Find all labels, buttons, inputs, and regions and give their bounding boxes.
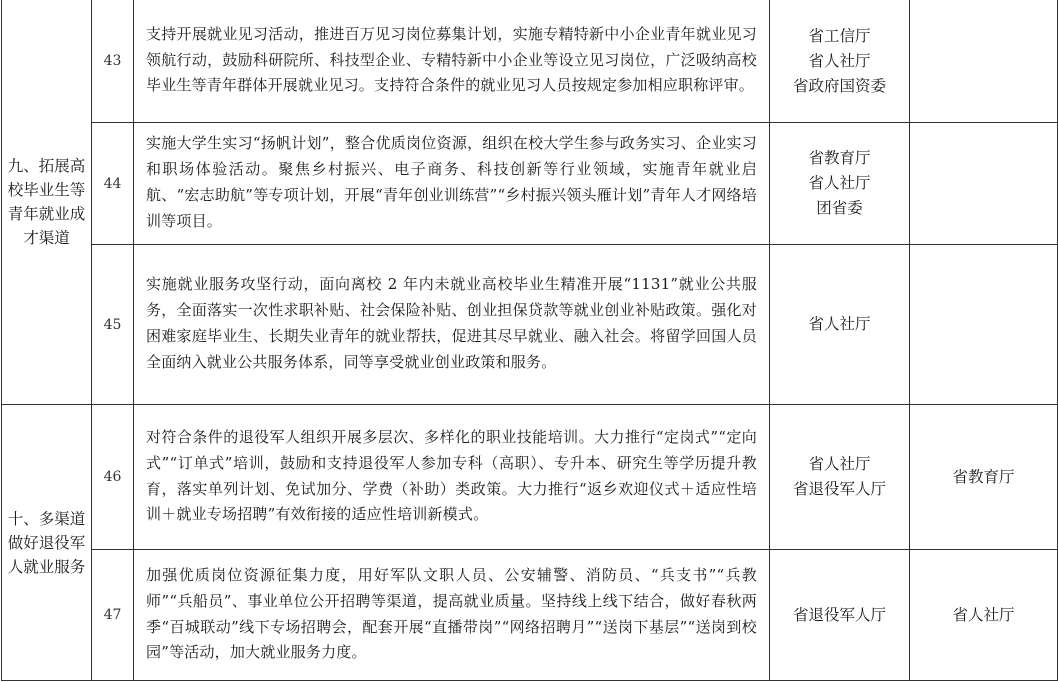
row-number: 47 — [92, 550, 134, 681]
coop-units: 省教育厅 — [910, 405, 1058, 550]
row-number: 43 — [92, 0, 134, 123]
task-content: 实施就业服务攻坚行动，面向离校 2 年内未就业高校毕业生精准开展“1131”就业公共服务，全面落实一次性求职补贴、社会保险补贴、创业担保贷款等就业创业补贴政策。强化对困难家庭毕业生、长期失业青年的就业帮扶，促进其尽早就业、融入社会。将留学回国人员全面纳入就业公共服务体系，同等享受就业创业政策和服务。 — [134, 245, 770, 405]
lead-units — [770, 245, 910, 405]
lead-unit: 省退役军人厅 — [792, 480, 886, 498]
task-content: 支持开展就业见习活动，推进百万见习岗位募集计划，实施专精特新中小企业青年就业见习领航行动，鼓励科研院所、科技型企业、专精特新中小企业等设立见习岗位，广泛吸纳高校毕业生等青年群体开展就业见习。支持符合条件的就业见习人员按规定参加相应职称评审。 — [134, 0, 770, 123]
task-content: 加强优质岗位资源征集力度，用好军队文职人员、公安辅警、消防员、“兵支书”“兵教师”“兵船员”、事业单位公开招聘等渠道，提高就业质量。坚持线上线下结合，做好春秋两季“百城联动”线下专场招聘会，配套开展“直播带岗”“网络招聘月”“送岗下基层”“送岗到校园”等活动，加大就业服务力度。 — [134, 550, 770, 681]
lead-unit: 省教育厅 — [808, 149, 871, 167]
lead-unit: 省政府国资委 — [792, 76, 886, 95]
coop-units: 省人社厅 — [910, 550, 1058, 681]
category-label: 十、多渠道做好退役军人就业服务 — [7, 509, 86, 576]
category-cell — [2, 405, 92, 681]
row-number: 44 — [92, 123, 134, 245]
lead-unit: 省人社厅 — [808, 455, 871, 473]
lead-units — [770, 123, 910, 245]
lead-units — [770, 550, 910, 681]
task-content: 对符合条件的退役军人组织开展多层次、多样化的职业技能培训。大力推行“定岗式”“定向式”“订单式”培训，鼓励和支持退役军人参加专科（高职）、专升本、研究生等学历提升教育，落实单列计划、免试加分、学费（补助）类政策。大力推行“返乡欢迎仪式＋适应性培训＋就业专场招聘”有效衔接的适应性培训新模式。 — [134, 405, 770, 550]
lead-unit: 省人社厅 — [808, 315, 871, 333]
lead-unit: 省人社厅 — [808, 51, 871, 70]
table-row — [2, 405, 1058, 550]
lead-units — [770, 405, 910, 550]
table-row — [2, 550, 1058, 681]
table-row — [2, 245, 1058, 405]
policy-table — [1, 0, 1058, 681]
lead-unit: 省工信厅 — [808, 26, 871, 45]
lead-unit: 团省委 — [816, 199, 863, 217]
table-row — [2, 123, 1058, 245]
lead-units — [770, 0, 910, 123]
table-row — [2, 0, 1058, 123]
coop-units — [910, 0, 1058, 123]
category-cell — [2, 0, 92, 405]
category-label: 九、拓展高校毕业生等青年就业成才渠道 — [7, 157, 86, 247]
coop-units — [910, 245, 1058, 405]
lead-unit: 省人社厅 — [808, 174, 871, 192]
task-content: 实施大学生实习“扬帆计划”，整合优质岗位资源，组织在校大学生参与政务实习、企业实习和职场体验活动。聚焦乡村振兴、电子商务、科技创新等行业领域，实施青年就业启航、“宏志助航”等专项计划，开展“青年创业训练营”“乡村振兴领头雁计划”青年人才网络培训等项目。 — [134, 123, 770, 245]
row-number: 45 — [92, 245, 134, 405]
lead-unit: 省退役军人厅 — [792, 605, 886, 624]
row-number: 46 — [92, 405, 134, 550]
coop-units — [910, 123, 1058, 245]
